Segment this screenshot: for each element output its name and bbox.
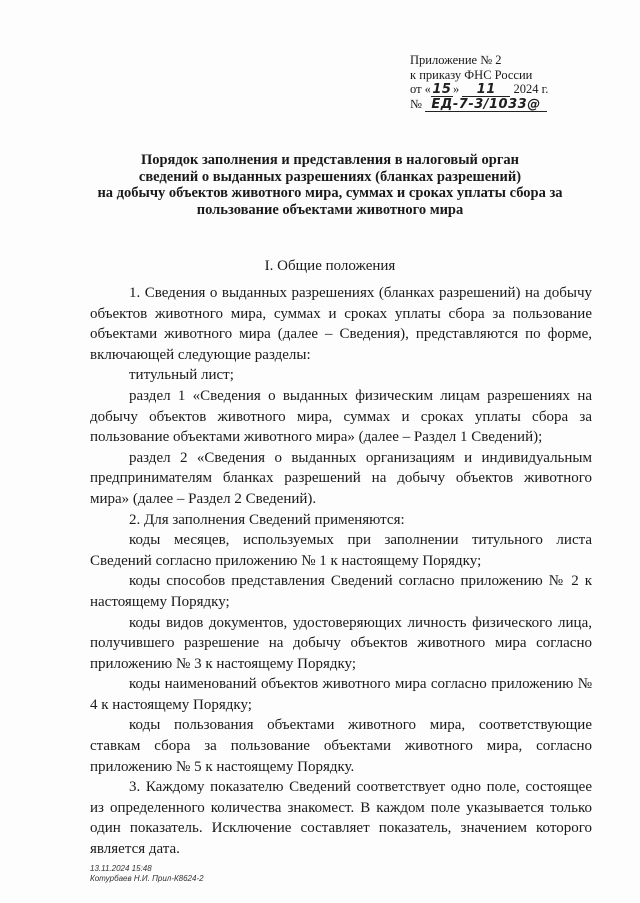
paragraph: титульный лист; — [129, 367, 234, 384]
title-line: на добычу объектов животного мира, суммах и сроках уплаты сбора за — [97, 185, 563, 201]
date-year: 2024 г. — [513, 82, 549, 96]
handwritten-order-number: ЕД-7-3/1033@ — [425, 98, 547, 112]
paragraph: коды видов документов, удостоверяющих личность физического лица, получившего разрешение на добычу объектов животного мира согласно приложению № 3 к настоящему Порядку; — [90, 614, 592, 672]
footer-timestamp: 13.11.2024 15:48 — [90, 864, 152, 873]
title-line: Порядок заполнения и представления в налоговый орган — [140, 152, 520, 168]
footer-stamp — [90, 864, 204, 884]
paragraph: 1. Сведения о выданных разрешениях (бланках разрешений) на добычу объектов животного мира, суммах и сроках уплаты сбора за пользование объектами животного мира (далее – Сведения), представляются по форме, включающей следующие разделы: — [90, 285, 592, 363]
paragraph: 3. Каждому показателю Сведений соответствует одно поле, состоящее из определенного количества знакомест. В каждом поле указывается только один показатель. Исключение составляет показатель, значением которого является дата. — [90, 779, 592, 858]
title-line: сведений о выданных разрешениях (бланках разрешений) — [138, 168, 522, 185]
handwritten-date-month: 11 — [462, 83, 510, 97]
paragraph: коды наименований объектов животного мира согласно приложению № 4 к настоящему Порядку; — [90, 676, 592, 713]
document-title — [60, 152, 600, 218]
paragraph: 2. Для заполнения Сведений применяются: — [129, 511, 405, 528]
paragraph: раздел 2 «Сведения о выданных организациям и индивидуальным предпринимателям бланках разрешений на добычу объектов животного мира» (далее – Раздел 2 Сведений). — [90, 449, 592, 507]
paragraph: коды способов представления Сведений согласно приложению № 2 к настоящему Порядку; — [90, 573, 592, 610]
appendix-title: Приложение № 2 — [410, 53, 502, 67]
appendix-number-line — [410, 97, 610, 112]
document-body — [90, 283, 592, 860]
paragraph: коды месяцев, используемых при заполнении титульного листа Сведений согласно приложению № 1 к настоящему Порядку; — [90, 532, 592, 569]
number-prefix: № — [410, 97, 422, 111]
section-heading: I. Общие положения — [264, 258, 396, 274]
appendix-date-line — [410, 82, 610, 97]
appendix-order-ref: к приказу ФНС России — [410, 67, 533, 82]
handwritten-date-day: 15 — [432, 82, 452, 97]
appendix-block — [410, 53, 610, 112]
title-line: пользование объектами животного мира — [196, 201, 464, 218]
paragraph: раздел 1 «Сведения о выданных физическим лицам разрешениях на добычу объектов животного мира, суммах и сроках уплаты сбора за пользование объектами животного мира» (далее – Раздел 1 Сведений); — [90, 387, 592, 446]
paragraph: коды пользования объектами животного мира, соответствующие ставкам сбора за пользование объектами животного мира, согласно приложению № 5 к настоящему Порядку. — [90, 717, 592, 775]
date-prefix: от « — [410, 82, 431, 96]
footer-author: Котурбаев Н.И. Прил-К8624-2 — [90, 874, 204, 883]
date-separator: » — [452, 82, 460, 96]
